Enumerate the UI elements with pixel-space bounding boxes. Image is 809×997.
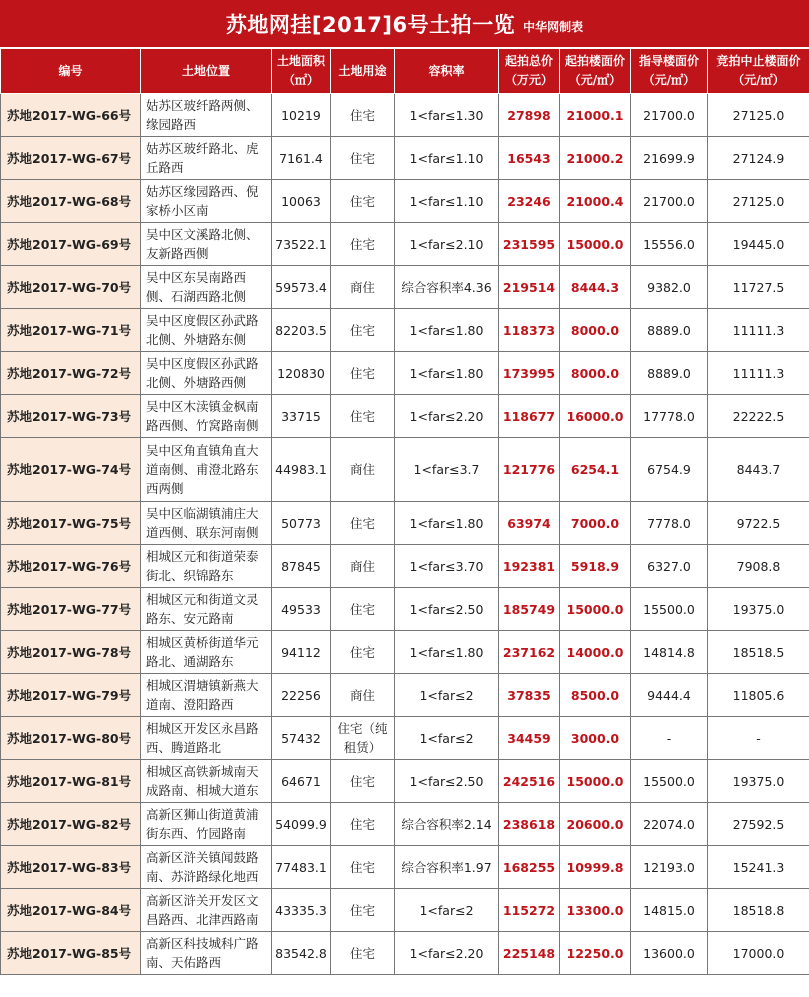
cell-guide-price: 21699.9 (631, 137, 708, 180)
cell-land-use: 住宅 (331, 932, 395, 975)
table-row (1, 588, 809, 631)
cell-land-use: 住宅 (331, 94, 395, 137)
cell-stop-price: 9722.5 (708, 502, 809, 545)
cell-plot-ratio: 1<far≤1.80 (395, 309, 499, 352)
column-header-text: （元/㎡） (568, 73, 622, 87)
cell-parcel-id: 苏地2017-WG-76号 (1, 545, 141, 588)
cell-start-total: 16543 (499, 137, 560, 180)
cell-land-use: 商住 (331, 545, 395, 588)
cell-plot-ratio: 1<far≤3.70 (395, 545, 499, 588)
cell-area: 10063 (272, 180, 331, 223)
table-row (1, 180, 809, 223)
cell-guide-price: 21700.0 (631, 94, 708, 137)
column-header (272, 49, 331, 94)
table-row (1, 846, 809, 889)
column-header (708, 49, 809, 94)
column-header (141, 49, 272, 94)
column-header-text: （万元） (504, 73, 553, 87)
cell-guide-price: 12193.0 (631, 846, 708, 889)
table-row (1, 803, 809, 846)
cell-area: 43335.3 (272, 889, 331, 932)
cell-guide-price: 7778.0 (631, 502, 708, 545)
cell-guide-price: 22074.0 (631, 803, 708, 846)
cell-guide-price: 14815.0 (631, 889, 708, 932)
column-header-text: 竞拍中止楼面价 (716, 54, 801, 68)
cell-start-floor-price: 13300.0 (560, 889, 631, 932)
cell-start-floor-price: 8000.0 (560, 309, 631, 352)
cell-location: 姑苏区玻纤路两侧、缘园路西 (141, 94, 272, 137)
cell-stop-price: 17000.0 (708, 932, 809, 975)
cell-parcel-id: 苏地2017-WG-66号 (1, 94, 141, 137)
column-header-text: 起拍楼面价 (564, 54, 625, 68)
cell-area: 82203.5 (272, 309, 331, 352)
cell-area: 10219 (272, 94, 331, 137)
cell-stop-price: 19375.0 (708, 760, 809, 803)
cell-parcel-id: 苏地2017-WG-75号 (1, 502, 141, 545)
cell-area: 57432 (272, 717, 331, 760)
cell-start-floor-price: 21000.4 (560, 180, 631, 223)
cell-area: 64671 (272, 760, 331, 803)
title-bar (0, 0, 809, 48)
cell-parcel-id: 苏地2017-WG-79号 (1, 674, 141, 717)
cell-location: 姑苏区缘园路西、倪家桥小区南 (141, 180, 272, 223)
cell-start-floor-price: 6254.1 (560, 438, 631, 502)
cell-start-total: 192381 (499, 545, 560, 588)
table-row (1, 545, 809, 588)
cell-start-total: 115272 (499, 889, 560, 932)
cell-plot-ratio: 1<far≤1.80 (395, 502, 499, 545)
cell-start-floor-price: 8444.3 (560, 266, 631, 309)
cell-area: 83542.8 (272, 932, 331, 975)
cell-start-total: 34459 (499, 717, 560, 760)
cell-plot-ratio: 1<far≤1.10 (395, 137, 499, 180)
cell-plot-ratio: 综合容积率2.14 (395, 803, 499, 846)
cell-stop-price: 27592.5 (708, 803, 809, 846)
cell-land-use: 住宅 (331, 352, 395, 395)
cell-start-total: 118677 (499, 395, 560, 438)
cell-location: 吴中区度假区孙武路北侧、外塘路东侧 (141, 309, 272, 352)
table-row (1, 760, 809, 803)
cell-stop-price: 15241.3 (708, 846, 809, 889)
cell-area: 33715 (272, 395, 331, 438)
page-title: 苏地网挂[2017]6号土拍一览 (225, 12, 516, 37)
cell-location: 相城区元和街道文灵路东、安元路南 (141, 588, 272, 631)
cell-location: 相城区黄桥街道华元路北、通湖路东 (141, 631, 272, 674)
cell-parcel-id: 苏地2017-WG-81号 (1, 760, 141, 803)
cell-stop-price: 27125.0 (708, 94, 809, 137)
column-header (560, 49, 631, 94)
cell-location: 相城区元和街道荣泰街北、织锦路东 (141, 545, 272, 588)
cell-stop-price: 7908.8 (708, 545, 809, 588)
cell-land-use: 住宅 (331, 846, 395, 889)
cell-start-floor-price: 7000.0 (560, 502, 631, 545)
column-header-text: （元/㎡） (732, 73, 785, 87)
cell-parcel-id: 苏地2017-WG-80号 (1, 717, 141, 760)
table-row (1, 889, 809, 932)
cell-start-total: 238618 (499, 803, 560, 846)
land-table (0, 48, 809, 975)
cell-land-use: 住宅 (331, 889, 395, 932)
cell-parcel-id: 苏地2017-WG-77号 (1, 588, 141, 631)
cell-guide-price: 6327.0 (631, 545, 708, 588)
column-header-text: 土地面积 (276, 54, 325, 68)
cell-plot-ratio: 1<far≤2 (395, 674, 499, 717)
cell-area: 7161.4 (272, 137, 331, 180)
cell-parcel-id: 苏地2017-WG-67号 (1, 137, 141, 180)
cell-parcel-id: 苏地2017-WG-68号 (1, 180, 141, 223)
cell-start-floor-price: 15000.0 (560, 760, 631, 803)
cell-stop-price: 22222.5 (708, 395, 809, 438)
table-row (1, 631, 809, 674)
cell-guide-price: 21700.0 (631, 180, 708, 223)
cell-parcel-id: 苏地2017-WG-72号 (1, 352, 141, 395)
cell-location: 吴中区木渎镇金枫南路西侧、竹窝路南侧 (141, 395, 272, 438)
table-row (1, 223, 809, 266)
cell-start-floor-price: 15000.0 (560, 588, 631, 631)
cell-land-use: 商住 (331, 438, 395, 502)
cell-start-total: 237162 (499, 631, 560, 674)
cell-start-floor-price: 21000.2 (560, 137, 631, 180)
cell-start-floor-price: 8500.0 (560, 674, 631, 717)
cell-parcel-id: 苏地2017-WG-78号 (1, 631, 141, 674)
cell-start-floor-price: 20600.0 (560, 803, 631, 846)
cell-location: 吴中区角直镇角直大道南侧、甫澄北路东西两侧 (141, 438, 272, 502)
cell-land-use: 住宅 (331, 760, 395, 803)
cell-land-use: 住宅 (331, 309, 395, 352)
table-row (1, 438, 809, 502)
cell-start-floor-price: 12250.0 (560, 932, 631, 975)
table-row (1, 932, 809, 975)
column-header-text: 土地用途 (338, 63, 387, 78)
cell-parcel-id: 苏地2017-WG-83号 (1, 846, 141, 889)
cell-start-total: 219514 (499, 266, 560, 309)
cell-plot-ratio: 1<far≤1.80 (395, 352, 499, 395)
cell-land-use: 住宅 (331, 588, 395, 631)
cell-plot-ratio: 1<far≤2.50 (395, 588, 499, 631)
cell-stop-price: 11727.5 (708, 266, 809, 309)
cell-plot-ratio: 1<far≤2.20 (395, 395, 499, 438)
cell-land-use: 商住 (331, 674, 395, 717)
column-header (499, 49, 560, 94)
column-header (631, 49, 708, 94)
table-row (1, 395, 809, 438)
table-header-row (1, 49, 809, 94)
cell-parcel-id: 苏地2017-WG-74号 (1, 438, 141, 502)
cell-area: 50773 (272, 502, 331, 545)
cell-plot-ratio: 1<far≤2 (395, 889, 499, 932)
cell-location: 高新区狮山街道黄浦街东西、竹园路南 (141, 803, 272, 846)
cell-land-use: 住宅 (331, 631, 395, 674)
column-header (395, 49, 499, 94)
cell-parcel-id: 苏地2017-WG-69号 (1, 223, 141, 266)
cell-start-floor-price: 21000.1 (560, 94, 631, 137)
column-header (331, 49, 395, 94)
cell-area: 94112 (272, 631, 331, 674)
cell-plot-ratio: 1<far≤1.10 (395, 180, 499, 223)
cell-start-total: 173995 (499, 352, 560, 395)
cell-land-use: 商住 (331, 266, 395, 309)
cell-start-total: 27898 (499, 94, 560, 137)
cell-guide-price: 8889.0 (631, 309, 708, 352)
cell-location: 高新区浒关镇闻鼓路南、苏浒路绿化地西 (141, 846, 272, 889)
cell-location: 吴中区文溪路北侧、友新路西侧 (141, 223, 272, 266)
cell-stop-price: - (708, 717, 809, 760)
table-row (1, 674, 809, 717)
cell-start-total: 185749 (499, 588, 560, 631)
cell-start-total: 231595 (499, 223, 560, 266)
cell-location: 高新区浒关开发区文昌路西、北津西路南 (141, 889, 272, 932)
cell-start-total: 37835 (499, 674, 560, 717)
cell-guide-price: - (631, 717, 708, 760)
cell-stop-price: 19375.0 (708, 588, 809, 631)
column-header-text: 编号 (58, 63, 83, 78)
column-header-text: 指导楼面价 (638, 54, 699, 68)
column-header (1, 49, 141, 94)
cell-guide-price: 15500.0 (631, 588, 708, 631)
table-row (1, 352, 809, 395)
table-row (1, 309, 809, 352)
cell-parcel-id: 苏地2017-WG-71号 (1, 309, 141, 352)
cell-location: 高新区科技城科广路南、天佑路西 (141, 932, 272, 975)
cell-stop-price: 18518.8 (708, 889, 809, 932)
cell-start-total: 225148 (499, 932, 560, 975)
cell-plot-ratio: 1<far≤2.50 (395, 760, 499, 803)
cell-start-total: 63974 (499, 502, 560, 545)
cell-parcel-id: 苏地2017-WG-85号 (1, 932, 141, 975)
cell-land-use: 住宅（纯租赁） (331, 717, 395, 760)
cell-guide-price: 13600.0 (631, 932, 708, 975)
page-subtitle: 中华网制表 (523, 20, 584, 34)
cell-guide-price: 15556.0 (631, 223, 708, 266)
cell-start-total: 118373 (499, 309, 560, 352)
cell-plot-ratio: 1<far≤2.20 (395, 932, 499, 975)
cell-land-use: 住宅 (331, 803, 395, 846)
cell-location: 姑苏区玻纤路北、虎丘路西 (141, 137, 272, 180)
cell-stop-price: 8443.7 (708, 438, 809, 502)
cell-stop-price: 19445.0 (708, 223, 809, 266)
cell-area: 54099.9 (272, 803, 331, 846)
cell-stop-price: 18518.5 (708, 631, 809, 674)
cell-parcel-id: 苏地2017-WG-82号 (1, 803, 141, 846)
column-header-text: 容积率 (428, 63, 465, 78)
cell-start-total: 242516 (499, 760, 560, 803)
cell-plot-ratio: 1<far≤2 (395, 717, 499, 760)
cell-parcel-id: 苏地2017-WG-70号 (1, 266, 141, 309)
cell-area: 73522.1 (272, 223, 331, 266)
cell-start-floor-price: 15000.0 (560, 223, 631, 266)
cell-start-floor-price: 16000.0 (560, 395, 631, 438)
table-row (1, 94, 809, 137)
cell-plot-ratio: 1<far≤1.80 (395, 631, 499, 674)
cell-location: 吴中区度假区孙武路北侧、外塘路西侧 (141, 352, 272, 395)
cell-location: 相城区渭塘镇新燕大道南、澄阳路西 (141, 674, 272, 717)
cell-parcel-id: 苏地2017-WG-84号 (1, 889, 141, 932)
cell-start-total: 121776 (499, 438, 560, 502)
table-body (1, 94, 809, 975)
cell-stop-price: 11111.3 (708, 309, 809, 352)
table-row (1, 266, 809, 309)
cell-area: 44983.1 (272, 438, 331, 502)
cell-area: 49533 (272, 588, 331, 631)
cell-start-floor-price: 10999.8 (560, 846, 631, 889)
cell-area: 120830 (272, 352, 331, 395)
cell-guide-price: 17778.0 (631, 395, 708, 438)
cell-start-total: 23246 (499, 180, 560, 223)
cell-guide-price: 8889.0 (631, 352, 708, 395)
cell-start-floor-price: 3000.0 (560, 717, 631, 760)
cell-land-use: 住宅 (331, 223, 395, 266)
cell-land-use: 住宅 (331, 180, 395, 223)
cell-stop-price: 11805.6 (708, 674, 809, 717)
cell-plot-ratio: 1<far≤2.10 (395, 223, 499, 266)
cell-start-floor-price: 14000.0 (560, 631, 631, 674)
cell-plot-ratio: 综合容积率1.97 (395, 846, 499, 889)
cell-plot-ratio: 1<far≤3.7 (395, 438, 499, 502)
column-header-text: 土地位置 (181, 63, 230, 78)
cell-area: 22256 (272, 674, 331, 717)
cell-location: 吴中区临湖镇浦庄大道西侧、联东河南侧 (141, 502, 272, 545)
table-row (1, 717, 809, 760)
cell-stop-price: 11111.3 (708, 352, 809, 395)
cell-stop-price: 27124.9 (708, 137, 809, 180)
cell-guide-price: 6754.9 (631, 438, 708, 502)
table-row (1, 502, 809, 545)
cell-start-floor-price: 5918.9 (560, 545, 631, 588)
cell-guide-price: 9444.4 (631, 674, 708, 717)
cell-parcel-id: 苏地2017-WG-73号 (1, 395, 141, 438)
cell-stop-price: 27125.0 (708, 180, 809, 223)
cell-plot-ratio: 1<far≤1.30 (395, 94, 499, 137)
cell-area: 77483.1 (272, 846, 331, 889)
cell-start-floor-price: 8000.0 (560, 352, 631, 395)
column-header-text: 起拍总价 (504, 54, 553, 68)
column-header-text: （元/㎡） (642, 73, 696, 87)
cell-location: 相城区开发区永昌路西、腾道路北 (141, 717, 272, 760)
cell-guide-price: 15500.0 (631, 760, 708, 803)
cell-guide-price: 14814.8 (631, 631, 708, 674)
cell-location: 相城区高铁新城南天成路南、相城大道东 (141, 760, 272, 803)
cell-land-use: 住宅 (331, 502, 395, 545)
cell-guide-price: 9382.0 (631, 266, 708, 309)
table-row (1, 137, 809, 180)
column-header-text: （㎡） (282, 73, 319, 87)
cell-area: 59573.4 (272, 266, 331, 309)
cell-area: 87845 (272, 545, 331, 588)
cell-land-use: 住宅 (331, 395, 395, 438)
cell-plot-ratio: 综合容积率4.36 (395, 266, 499, 309)
cell-location: 吴中区东吴南路西侧、石湖西路北侧 (141, 266, 272, 309)
cell-land-use: 住宅 (331, 137, 395, 180)
cell-start-total: 168255 (499, 846, 560, 889)
